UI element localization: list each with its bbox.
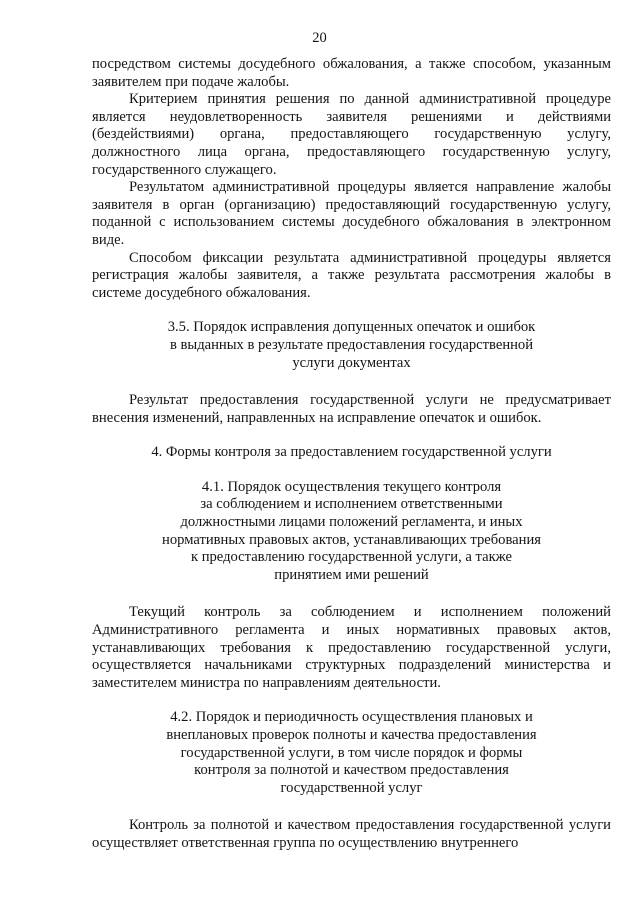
heading-line: 4.1. Порядок осуществления текущего контроля: [201, 478, 502, 495]
heading-line: 4. Формы контроля за предоставлением государственной услуги: [151, 444, 552, 461]
heading-line: к предоставлению государственной услуги, а также: [190, 549, 513, 566]
heading-line: нормативных правовых актов, устанавливающих требования: [162, 531, 541, 548]
document-body: [92, 56, 611, 853]
paragraph-result: Результатом административной процедуры является направление жалобы заявителя в орган (организацию) предоставляющий государственную услугу, поданной с использованием системы досудебного обжалования в электронном виде.: [92, 179, 611, 248]
paragraph-criterion: Критерием принятия решения по данной административной процедуре является неудовлетворенность заявителя решениями и действиями (бездействиями) органа, предоставляющего государственную услугу, должностного лица органа, предоставляющего государственную услугу, государственного служащего.: [92, 91, 611, 178]
paragraph-corrections: Результат предоставления государственной услуги не предусматривает внесения изменений, направленных на исправление опечаток и ошибок.: [92, 392, 611, 426]
page-number: 20: [312, 30, 327, 46]
heading-line: государственной услуги, в том числе порядок и формы: [180, 744, 523, 761]
heading-line: услуги документах: [292, 354, 411, 371]
heading-line: контроля за полнотой и качеством предоставления: [194, 762, 509, 779]
heading-line: за соблюдением и исполнением ответственными: [200, 496, 503, 513]
heading-line: государственной услуг: [280, 779, 423, 796]
section-heading-4-1: [92, 479, 611, 585]
paragraph-continuation: посредством системы досудебного обжалования, а также способом, указанным заявителем при подаче жалобы.: [92, 56, 611, 90]
heading-line: в выданных в результате предоставления государственной: [169, 336, 534, 353]
section-heading-4-2: [92, 709, 611, 797]
heading-line: внеплановых проверок полноты и качества предоставления: [166, 727, 537, 743]
heading-line: 4.2. Порядок и периодичность осуществления плановых и: [170, 709, 533, 726]
paragraph-fixation: Способом фиксации результата административной процедуры является регистрация жалобы заявителя, а также результата рассмотрения жалобы в системе досудебного обжалования.: [92, 249, 611, 301]
heading-line: принятием ими решений: [274, 566, 429, 583]
heading-line: должностными лицами положений регламента, и иных: [180, 514, 523, 531]
paragraph-current-control: Текущий контроль за соблюдением и исполнением положений Административного регламента и иных нормативных правовых актов, устанавливающих требования к предоставлению государственной услуги, осуществляется начальниками структурных подразделений министерства и заместителем министра по направлениям деятельности.: [92, 604, 611, 691]
section-heading-3-5: [92, 319, 611, 372]
paragraph-quality-control: Контроль за полнотой и качеством предоставления государственной услуги осуществляет ответственная группа по осуществлению внутреннего: [92, 817, 611, 851]
heading-line: 3.5. Порядок исправления допущенных опечаток и ошибок: [167, 319, 536, 336]
section-heading-4: [92, 444, 611, 462]
